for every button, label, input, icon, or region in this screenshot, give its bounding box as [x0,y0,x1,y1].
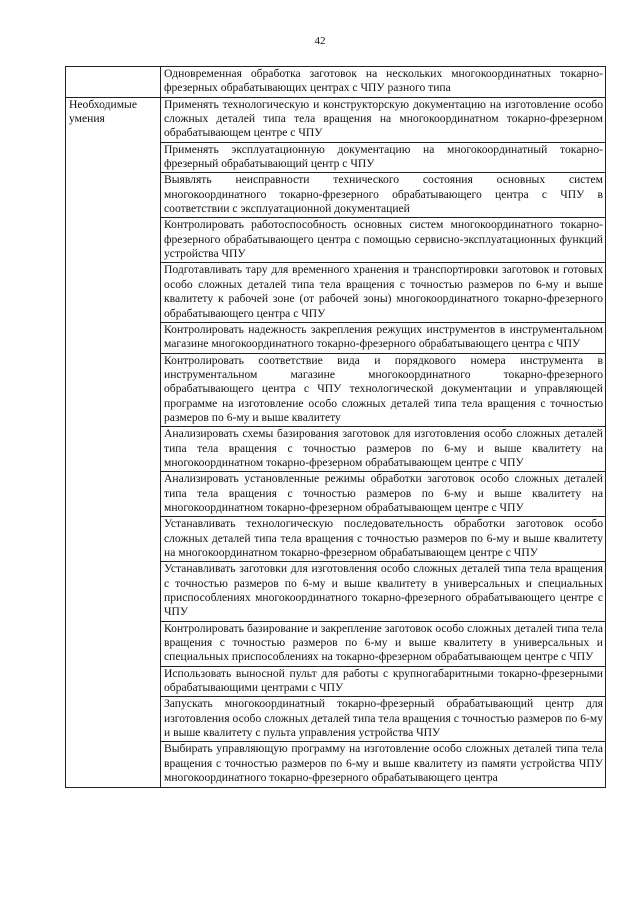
skill-item: Выбирать управляющую программу на изготовление особо сложных деталей типа тела вращения с точностью размеров по 6-му и выше квалитету из памяти устройства ЧПУ многокоординатного токарно-фрезерного обрабатывающего центра [161,742,606,787]
skill-item: Контролировать соответствие вида и порядкового номера инструмента в инструментальном магазине многокоординатного токарно-фрезерного обрабатывающего центра с ЧПУ технологической документации и управляющей программе на изготовление особо сложных деталей типа тела вращения с точностью размеров по 6-му и выше квалитету [161,353,606,427]
top-row-text: Одновременная обработка заготовок на нескольких многокоординатных токарно-фрезерных обрабатывающих центрах с ЧПУ разного типа [161,67,606,98]
row-label-skills: Необходимые умения [66,97,161,787]
skill-item: Применять технологическую и конструкторскую документацию на изготовление особо сложных деталей типа тела вращения на многокоординатном токарно-фрезерном обрабатывающем центре с ЧПУ [161,97,606,142]
skill-item: Устанавливать технологическую последовательность обработки заготовок особо сложных деталей типа тела вращения с точностью размеров по 6-му и выше квалитету на многокоординатном токарно-фрезерном обрабатывающем центре с ЧПУ [161,517,606,562]
skill-item: Контролировать базирование и закрепление заготовок особо сложных деталей типа тела вращения с точностью размеров по 6-му и выше квалитету в универсальных и специальных приспособлениях на токарно-фрезерном обрабатывающем центре с ЧПУ [161,621,606,666]
skill-item: Подготавливать тару для временного хранения и транспортировки заготовок и готовых особо сложных деталей типа тела вращения с точностью размеров по 6-му и выше квалитету к рабочей зоне (от рабочей зоны) многокоординатного токарно-фрезерного обрабатывающего центра с ЧПУ [161,263,606,322]
empty-label-cell [66,67,161,98]
skill-item: Запускать многокоординатный токарно-фрезерный обрабатывающий центр для изготовления особо сложных деталей типа тела вращения с точностью размеров по 6-му и выше квалитету с пульта управления устройства ЧПУ [161,697,606,742]
skill-item: Контролировать работоспособность основных систем многокоординатного токарно-фрезерного обрабатывающего центра с помощью сервисно-эксплуатационных функций устройства ЧПУ [161,218,606,263]
skill-item: Анализировать установленные режимы обработки заготовок особо сложных деталей типа тела вращения с точностью размеров по 6-му и выше квалитету на многокоординатном токарно-фрезерном обрабатывающем центре с ЧПУ [161,472,606,517]
page-number: 42 [314,35,326,47]
skill-item: Выявлять неисправности технического состояния основных систем многокоординатного токарно-фрезерного обрабатывающего центра с ЧПУ в соответствии с эксплуатационной документацией [161,173,606,218]
skill-item: Применять эксплуатационную документацию на многокоординатный токарно-фрезерный обрабатывающий центр с ЧПУ [161,142,606,173]
skill-item: Контролировать надежность закрепления режущих инструментов в инструментальном магазине многокоординатного токарно-фрезерного обрабатывающего центра с ЧПУ [161,322,606,353]
table-row [66,67,606,98]
skill-item: Анализировать схемы базирования заготовок для изготовления особо сложных деталей типа тела вращения с точностью размеров по 6-му и выше квалитету на многокоординатном токарно-фрезерном обрабатывающем центре с ЧПУ [161,427,606,472]
skills-table [65,66,606,788]
skill-item: Использовать выносной пульт для работы с крупногабаритными токарно-фрезерными обрабатывающими центрами с ЧПУ [161,666,606,697]
table-row [66,97,606,142]
skill-item: Устанавливать заготовки для изготовления особо сложных деталей типа тела вращения с точностью размеров по 6-му и выше квалитету в универсальных и специальных приспособлениях многокоординатного токарно-фрезерного обрабатывающего центре с ЧПУ [161,562,606,621]
